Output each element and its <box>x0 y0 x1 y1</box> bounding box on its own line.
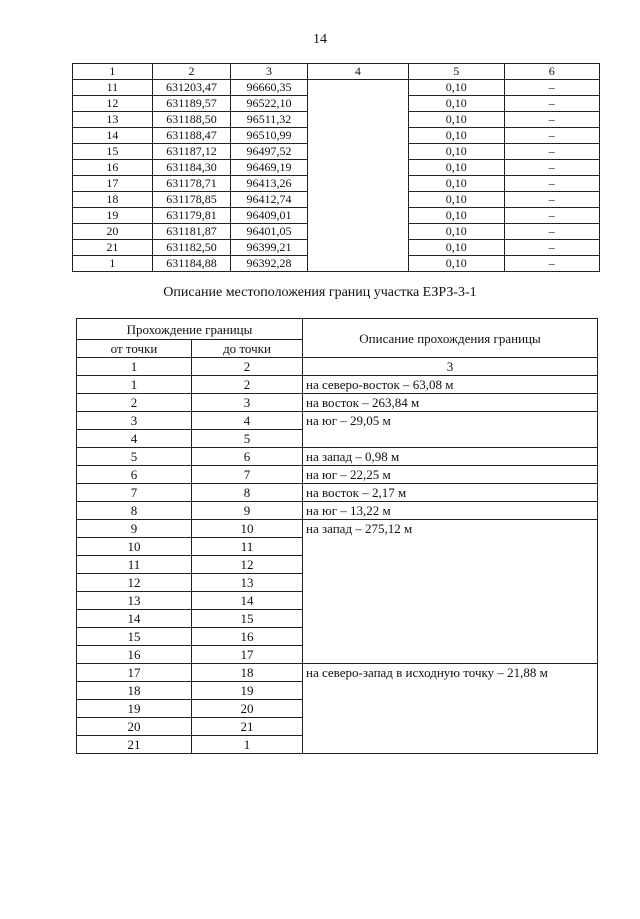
table-row <box>77 466 598 484</box>
from-point: 1 <box>77 376 192 394</box>
boundary-description: на запад – 0,98 м <box>303 448 598 466</box>
num-col-3: 3 <box>303 358 598 376</box>
coord-y: 96409,01 <box>231 208 307 224</box>
from-point: 15 <box>77 628 192 646</box>
to-point: 15 <box>192 610 303 628</box>
boundary-description <box>303 556 598 574</box>
dash-value: – <box>504 208 599 224</box>
coord-x: 631188,50 <box>152 112 231 128</box>
point-number: 18 <box>73 192 153 208</box>
from-point: 21 <box>77 736 192 754</box>
coord-x: 631179,81 <box>152 208 231 224</box>
to-point: 17 <box>192 646 303 664</box>
col-1-header: 1 <box>73 64 153 80</box>
dash-value: – <box>504 144 599 160</box>
table-row <box>77 412 598 430</box>
to-point: 10 <box>192 520 303 538</box>
accuracy-value: 0,10 <box>408 144 504 160</box>
table-row <box>77 664 598 682</box>
boundary-description <box>303 430 598 448</box>
section-title: Описание местоположения границ участка ЕЗРЗ-3-1 <box>163 285 477 300</box>
to-point: 21 <box>192 718 303 736</box>
dash-value: – <box>504 96 599 112</box>
boundary-description <box>303 682 598 700</box>
to-point: 9 <box>192 502 303 520</box>
coord-y: 96412,74 <box>231 192 307 208</box>
accuracy-value: 0,10 <box>408 96 504 112</box>
accuracy-value: 0,10 <box>408 240 504 256</box>
coord-y: 96399,21 <box>231 240 307 256</box>
point-number: 11 <box>73 80 153 96</box>
boundary-description <box>303 646 598 664</box>
from-point: 3 <box>77 412 192 430</box>
boundary-number-row <box>77 358 598 376</box>
to-point: 2 <box>192 376 303 394</box>
from-point: 7 <box>77 484 192 502</box>
to-point: 4 <box>192 412 303 430</box>
table-row <box>73 96 600 112</box>
coord-x: 631203,47 <box>152 80 231 96</box>
accuracy-value: 0,10 <box>408 112 504 128</box>
dash-value: – <box>504 176 599 192</box>
table-row <box>77 646 598 664</box>
to-point: 12 <box>192 556 303 574</box>
boundary-description <box>303 592 598 610</box>
coordinates-table-header-row <box>73 64 600 80</box>
table-row <box>73 224 600 240</box>
table-row <box>77 484 598 502</box>
from-point: 2 <box>77 394 192 412</box>
table-row <box>77 376 598 394</box>
boundary-description <box>303 628 598 646</box>
from-point: 4 <box>77 430 192 448</box>
to-point: 19 <box>192 682 303 700</box>
boundary-description: на восток – 263,84 м <box>303 394 598 412</box>
point-number: 19 <box>73 208 153 224</box>
boundary-description <box>303 736 598 754</box>
table-row <box>77 556 598 574</box>
accuracy-value: 0,10 <box>408 176 504 192</box>
to-point: 5 <box>192 430 303 448</box>
to-point: 6 <box>192 448 303 466</box>
accuracy-value: 0,10 <box>408 128 504 144</box>
table-row <box>73 208 600 224</box>
coordinates-table-body <box>73 80 600 272</box>
coord-y: 96660,35 <box>231 80 307 96</box>
table-row <box>73 144 600 160</box>
blank-cell <box>307 208 408 224</box>
table-row <box>73 160 600 176</box>
blank-cell <box>307 240 408 256</box>
from-point: 18 <box>77 682 192 700</box>
from-point: 14 <box>77 610 192 628</box>
coord-y: 96497,52 <box>231 144 307 160</box>
table-row <box>77 718 598 736</box>
boundary-description: на северо-запад в исходную точку – 21,88 м <box>303 664 598 682</box>
coord-x: 631188,47 <box>152 128 231 144</box>
point-number: 16 <box>73 160 153 176</box>
blank-cell <box>307 176 408 192</box>
blank-cell <box>307 224 408 240</box>
dash-value: – <box>504 112 599 128</box>
blank-cell <box>307 144 408 160</box>
coord-y: 96401,05 <box>231 224 307 240</box>
boundary-description <box>303 574 598 592</box>
col-6-header: 6 <box>504 64 599 80</box>
header-from: от точки <box>77 340 192 358</box>
coord-x: 631182,50 <box>152 240 231 256</box>
point-number: 15 <box>73 144 153 160</box>
boundary-description: на северо-восток – 63,08 м <box>303 376 598 394</box>
table-row <box>77 628 598 646</box>
coord-x: 631181,87 <box>152 224 231 240</box>
coord-y: 96413,26 <box>231 176 307 192</box>
coord-x: 631178,71 <box>152 176 231 192</box>
dash-value: – <box>504 80 599 96</box>
boundary-description: на восток – 2,17 м <box>303 484 598 502</box>
table-row <box>73 128 600 144</box>
table-row <box>77 502 598 520</box>
blank-cell <box>307 96 408 112</box>
boundary-description <box>303 610 598 628</box>
blank-cell <box>307 112 408 128</box>
point-number: 14 <box>73 128 153 144</box>
coord-y: 96392,28 <box>231 256 307 272</box>
dash-value: – <box>504 240 599 256</box>
accuracy-value: 0,10 <box>408 256 504 272</box>
point-number: 17 <box>73 176 153 192</box>
to-point: 7 <box>192 466 303 484</box>
point-number: 12 <box>73 96 153 112</box>
from-point: 5 <box>77 448 192 466</box>
table-row <box>77 430 598 448</box>
table-row <box>77 682 598 700</box>
boundary-description: на запад – 275,12 м <box>303 520 598 538</box>
from-point: 6 <box>77 466 192 484</box>
header-description: Описание прохождения границы <box>303 319 598 358</box>
point-number: 20 <box>73 224 153 240</box>
page-number: 14 <box>313 32 327 47</box>
to-point: 11 <box>192 538 303 556</box>
from-point: 11 <box>77 556 192 574</box>
table-row <box>77 700 598 718</box>
table-row <box>73 256 600 272</box>
col-4-header: 4 <box>307 64 408 80</box>
to-point: 16 <box>192 628 303 646</box>
boundary-description: на юг – 13,22 м <box>303 502 598 520</box>
header-to: до точки <box>192 340 303 358</box>
table-row <box>73 80 600 96</box>
accuracy-value: 0,10 <box>408 80 504 96</box>
to-point: 18 <box>192 664 303 682</box>
boundary-description <box>303 700 598 718</box>
from-point: 16 <box>77 646 192 664</box>
coord-x: 631178,85 <box>152 192 231 208</box>
accuracy-value: 0,10 <box>408 160 504 176</box>
dash-value: – <box>504 128 599 144</box>
coord-y: 96522,10 <box>231 96 307 112</box>
dash-value: – <box>504 256 599 272</box>
coord-x: 631187,12 <box>152 144 231 160</box>
accuracy-value: 0,10 <box>408 208 504 224</box>
coord-y: 96510,99 <box>231 128 307 144</box>
col-5-header: 5 <box>408 64 504 80</box>
table-row <box>73 192 600 208</box>
col-2-header: 2 <box>152 64 231 80</box>
from-point: 10 <box>77 538 192 556</box>
boundary-description <box>303 538 598 556</box>
boundary-table-body <box>77 376 598 754</box>
coord-x: 631184,88 <box>152 256 231 272</box>
to-point: 8 <box>192 484 303 502</box>
from-point: 20 <box>77 718 192 736</box>
table-row <box>77 394 598 412</box>
point-number: 1 <box>73 256 153 272</box>
to-point: 13 <box>192 574 303 592</box>
blank-cell <box>307 160 408 176</box>
from-point: 12 <box>77 574 192 592</box>
blank-cell <box>307 80 408 96</box>
coord-y: 96469,19 <box>231 160 307 176</box>
to-point: 1 <box>192 736 303 754</box>
from-point: 8 <box>77 502 192 520</box>
from-point: 13 <box>77 592 192 610</box>
coord-y: 96511,32 <box>231 112 307 128</box>
to-point: 20 <box>192 700 303 718</box>
table-row <box>77 736 598 754</box>
table-row <box>77 592 598 610</box>
table-row <box>77 520 598 538</box>
blank-cell <box>307 256 408 272</box>
blank-cell <box>307 128 408 144</box>
header-passage: Прохождение границы <box>77 319 303 340</box>
dash-value: – <box>504 192 599 208</box>
point-number: 13 <box>73 112 153 128</box>
table-row <box>73 176 600 192</box>
accuracy-value: 0,10 <box>408 192 504 208</box>
table-row <box>77 574 598 592</box>
num-col-2: 2 <box>192 358 303 376</box>
boundary-table <box>76 318 598 754</box>
boundary-description: на юг – 29,05 м <box>303 412 598 430</box>
coordinates-table <box>72 63 600 272</box>
boundary-description <box>303 718 598 736</box>
num-col-1: 1 <box>77 358 192 376</box>
table-row <box>77 538 598 556</box>
to-point: 3 <box>192 394 303 412</box>
dash-value: – <box>504 160 599 176</box>
boundary-header-row-1 <box>77 319 598 340</box>
table-row <box>73 112 600 128</box>
accuracy-value: 0,10 <box>408 224 504 240</box>
coord-x: 631184,30 <box>152 160 231 176</box>
to-point: 14 <box>192 592 303 610</box>
table-row <box>77 610 598 628</box>
from-point: 17 <box>77 664 192 682</box>
table-row <box>77 448 598 466</box>
boundary-description: на юг – 22,25 м <box>303 466 598 484</box>
col-3-header: 3 <box>231 64 307 80</box>
from-point: 9 <box>77 520 192 538</box>
from-point: 19 <box>77 700 192 718</box>
coord-x: 631189,57 <box>152 96 231 112</box>
dash-value: – <box>504 224 599 240</box>
blank-cell <box>307 192 408 208</box>
table-row <box>73 240 600 256</box>
point-number: 21 <box>73 240 153 256</box>
